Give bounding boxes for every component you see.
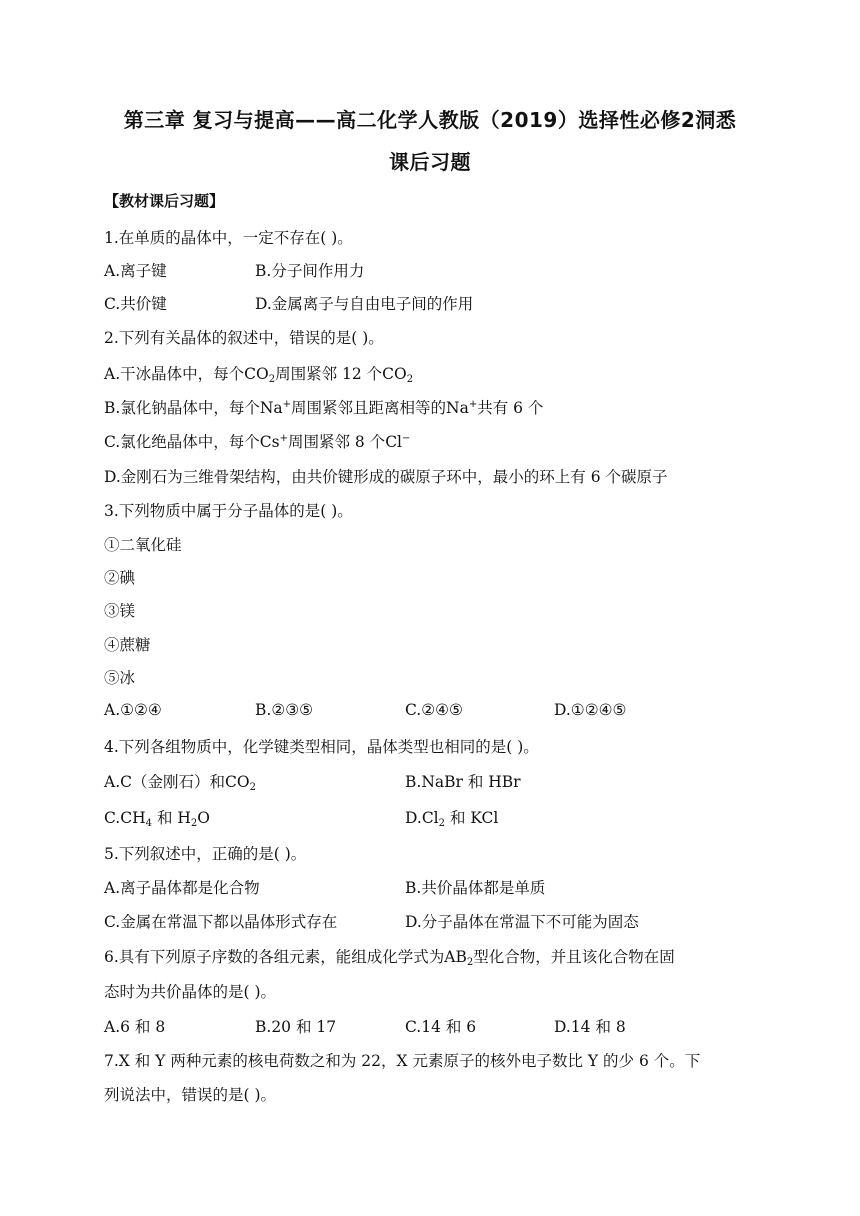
question-6-stem-line-2: 态时为共价晶体的是( )。 [104, 983, 277, 1001]
formula-co2: $CO_2$ [382, 365, 414, 385]
question-1-stem: 1.在单质的晶体中，一定不存在( )。 [104, 229, 353, 247]
question-3-item-3: ③镁 [104, 602, 136, 620]
formula-ab2: $AB_2$ [444, 948, 474, 968]
question-3-item-1: ①二氧化硅 [104, 536, 182, 554]
question-1-option-a: A.离子键 [104, 262, 167, 280]
question-5-option-a: A.离子晶体都是化合物 [104, 879, 260, 897]
question-6-option-a: A.6 和 8 [104, 1018, 166, 1036]
formula-ch4: $CH_4$ [120, 809, 152, 829]
formula-co2: $CO_2$ [224, 773, 256, 793]
question-3-option-b: B.②③⑤ [255, 701, 314, 719]
formula-na-ion: Na+ [446, 399, 478, 417]
question-2-stem: 2.下列有关晶体的叙述中，错误的是( )。 [104, 329, 384, 347]
question-1-option-b: B.分子间作用力 [255, 262, 365, 280]
question-6-stem-line-1: 6.具有下列原子序数的各组元素，能组成化学式为$AB_2$型化合物，并且该化合物在固 [104, 948, 675, 968]
formula-cs-ion: Cs+ [259, 433, 288, 451]
question-6-option-b: B.20 和 17 [255, 1018, 337, 1036]
question-2-option-d: D.金刚石为三维骨架结构，由共价键形成的碳原子环中，最小的环上有 6 个碳原子 [104, 468, 668, 486]
formula-cl2: $Cl_2$ [421, 809, 446, 829]
question-5-stem: 5.下列叙述中，正确的是( )。 [104, 845, 307, 863]
section-label: 【教材课后习题】 [104, 192, 225, 210]
question-4-option-b: B.NaBr 和 HBr [405, 773, 521, 791]
formula-co2: $CO_2$ [244, 365, 276, 385]
formula-na-ion: Na+ [259, 399, 292, 417]
question-6-option-d: D.14 和 8 [554, 1018, 626, 1036]
question-4-option-a: A.C（金刚石）和$CO_2$ [104, 773, 256, 793]
question-3-option-c: C.②④⑤ [405, 701, 463, 719]
question-6-option-c: C.14 和 6 [405, 1018, 477, 1036]
question-4-option-c: $C.CH_4$ 和 $H_2O$ [104, 809, 211, 829]
document-title-line-1: 第三章 复习与提高——高二化学人教版（2019）选择性必修2洞悉 [123, 108, 737, 132]
question-7-stem-line-2: 列说法中，错误的是( )。 [104, 1086, 277, 1104]
formula-h2o: $H_2O$ [177, 809, 211, 829]
question-2-option-a: A.干冰晶体中，每个$CO_2$周围紧邻 12 个$CO_2$ [104, 365, 414, 385]
question-4-option-d: $D.Cl_2$ 和 KCl [405, 809, 499, 829]
question-5-option-c: C.金属在常温下都以晶体形式存在 [104, 913, 338, 931]
question-4-stem: 4.下列各组物质中，化学键类型相同，晶体类型也相同的是( )。 [104, 738, 539, 756]
question-5-option-b: B.共价晶体都是单质 [405, 879, 546, 897]
question-3-option-d: D.①②④⑤ [554, 701, 627, 719]
question-2-option-b: B.氯化钠晶体中，每个Na+周围紧邻且距离相等的Na+共有 6 个 [104, 399, 544, 417]
question-3-item-2: ②碘 [104, 569, 136, 587]
question-7-stem-line-1: 7.X 和 Y 两种元素的核电荷数之和为 22，X 元素原子的核外电子数比 Y 的少 6 个。下 [104, 1052, 701, 1070]
question-1-option-c: C.共价键 [104, 295, 167, 313]
question-3-item-4: ④蔗糖 [104, 636, 151, 654]
question-3-stem: 3.下列物质中属于分子晶体的是( )。 [104, 502, 353, 520]
formula-cl-ion: Cl− [385, 433, 411, 451]
question-2-option-c: C.氯化绝晶体中，每个Cs+周围紧邻 8 个Cl− [104, 433, 411, 451]
question-3-option-a: A.①②④ [104, 701, 162, 719]
question-1-option-d: D.金属离子与自由电子间的作用 [255, 295, 474, 313]
question-3-item-5: ⑤冰 [104, 669, 136, 687]
question-5-option-d: D.分子晶体在常温下不可能为固态 [405, 913, 639, 931]
document-title-line-2: 课后习题 [389, 150, 471, 174]
